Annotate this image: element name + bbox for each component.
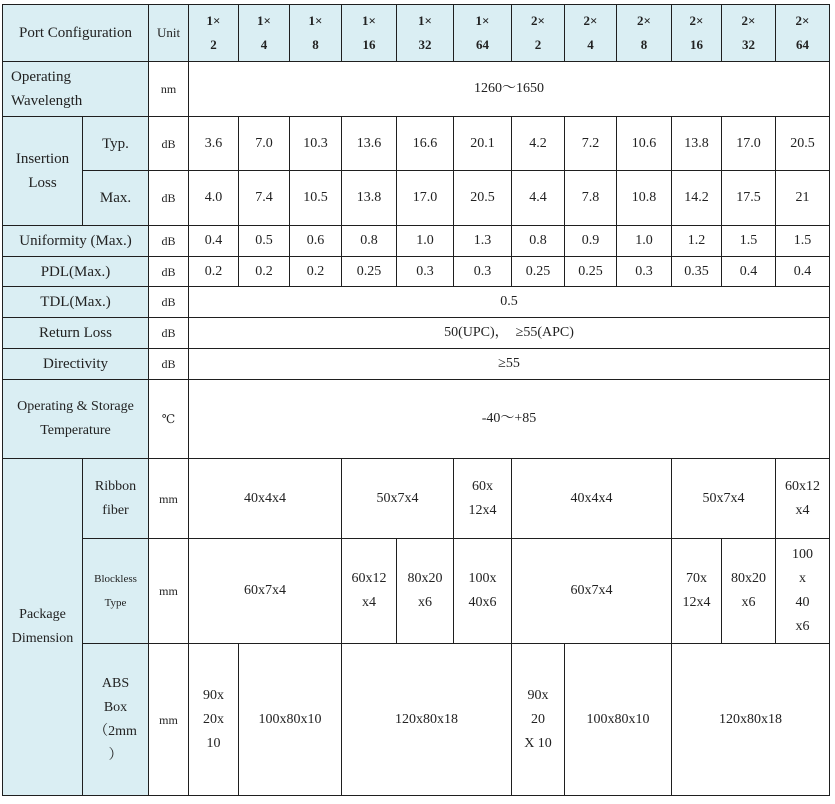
value-cell: 0.3 [397, 257, 454, 287]
value-cell: 0.25 [512, 257, 565, 287]
value-cell: 100x 40x6 [454, 539, 512, 644]
value-cell: 0.25 [565, 257, 617, 287]
value-cell: 0.2 [189, 257, 239, 287]
value-cell: 0.4 [722, 257, 776, 287]
port-header: 1× 16 [342, 5, 397, 62]
tdl-row [3, 287, 830, 318]
value-cell: 1.2 [672, 226, 722, 257]
package-abs-row [3, 644, 830, 796]
value-cell: 13.6 [342, 117, 397, 171]
value-cell: 0.9 [565, 226, 617, 257]
value-cell: 10.3 [290, 117, 342, 171]
port-configuration-header: Port Configuration [3, 5, 149, 62]
value-cell: 7.0 [239, 117, 290, 171]
value-cell: 10.5 [290, 171, 342, 226]
value-cell: 7.2 [565, 117, 617, 171]
operating-wavelength-row [3, 62, 830, 117]
port-header: 2× 16 [672, 5, 722, 62]
sub-label: Typ. [83, 117, 149, 171]
value-cell: 60x7x4 [189, 539, 342, 644]
value-cell: 50x7x4 [342, 459, 454, 539]
value-cell: 3.6 [189, 117, 239, 171]
value-cell: 0.8 [512, 226, 565, 257]
port-header: 1× 32 [397, 5, 454, 62]
value-cell: 0.3 [617, 257, 672, 287]
uniformity-row [3, 226, 830, 257]
value-cell: -40～+85 [189, 380, 830, 459]
row-label: Package Dimension [3, 459, 83, 796]
value-cell: 60x7x4 [512, 539, 672, 644]
value-cell: 4.2 [512, 117, 565, 171]
value-cell: 100x80x10 [565, 644, 672, 796]
value-cell: 21 [776, 171, 830, 226]
package-blockless-row [3, 539, 830, 644]
value-cell: 17.0 [722, 117, 776, 171]
value-cell: 20.5 [454, 171, 512, 226]
port-header: 1× 2 [189, 5, 239, 62]
value-cell: 4.4 [512, 171, 565, 226]
value-cell: 60x12 x4 [342, 539, 397, 644]
value-cell: 1.0 [397, 226, 454, 257]
value-cell: 4.0 [189, 171, 239, 226]
insertion-loss-typ-row [3, 117, 830, 171]
value-cell: 17.0 [397, 171, 454, 226]
port-header: 2× 2 [512, 5, 565, 62]
value-cell: 40x4x4 [189, 459, 342, 539]
sub-label: Ribbon fiber [83, 459, 149, 539]
port-header: 2× 4 [565, 5, 617, 62]
value-cell: 80x20 x6 [397, 539, 454, 644]
value-cell: 0.2 [290, 257, 342, 287]
value-cell: 100 x 40 x6 [776, 539, 830, 644]
unit-header: Unit [149, 5, 189, 62]
unit-cell: dB [149, 226, 189, 257]
header-row [3, 5, 830, 62]
value-cell: 1.0 [617, 226, 672, 257]
value-cell: 0.4 [776, 257, 830, 287]
value-cell: 90x 20x 10 [189, 644, 239, 796]
value-cell: 13.8 [342, 171, 397, 226]
value-cell: 100x80x10 [239, 644, 342, 796]
return-loss-row [3, 318, 830, 349]
value-cell: 17.5 [722, 171, 776, 226]
row-label: Operating Wavelength [3, 62, 149, 117]
value-cell: 1260～1650 [189, 62, 830, 117]
value-cell: 20.1 [454, 117, 512, 171]
value-cell: 16.6 [397, 117, 454, 171]
sub-label: Max. [83, 171, 149, 226]
value-cell: 0.5 [189, 287, 830, 318]
unit-cell: ℃ [149, 380, 189, 459]
unit-cell: dB [149, 287, 189, 318]
unit-cell: mm [149, 644, 189, 796]
value-cell: 14.2 [672, 171, 722, 226]
spec-table [2, 4, 830, 796]
port-header: 1× 4 [239, 5, 290, 62]
value-cell: 0.2 [239, 257, 290, 287]
row-label: PDL(Max.) [3, 257, 149, 287]
unit-cell: mm [149, 539, 189, 644]
row-label: Return Loss [3, 318, 149, 349]
unit-cell: dB [149, 349, 189, 380]
value-cell: 50x7x4 [672, 459, 776, 539]
value-cell: 7.4 [239, 171, 290, 226]
value-cell: 0.3 [454, 257, 512, 287]
sub-label: ABS Box （2mm ） [83, 644, 149, 796]
value-cell: 0.4 [189, 226, 239, 257]
value-cell: 120x80x18 [672, 644, 830, 796]
unit-cell: dB [149, 117, 189, 171]
value-cell: 0.35 [672, 257, 722, 287]
row-label: Insertion Loss [3, 117, 83, 226]
port-header: 2× 8 [617, 5, 672, 62]
value-cell: 90x 20 X 10 [512, 644, 565, 796]
row-label: TDL(Max.) [3, 287, 149, 318]
port-header: 1× 64 [454, 5, 512, 62]
value-cell: 70x 12x4 [672, 539, 722, 644]
value-cell: 1.5 [722, 226, 776, 257]
unit-cell: mm [149, 459, 189, 539]
value-cell: 0.5 [239, 226, 290, 257]
port-header: 2× 64 [776, 5, 830, 62]
row-label: Operating & Storage Temperature [3, 380, 149, 459]
port-header: 2× 32 [722, 5, 776, 62]
value-cell: 1.5 [776, 226, 830, 257]
value-cell: 60x12 x4 [776, 459, 830, 539]
row-label: Directivity [3, 349, 149, 380]
value-cell: 120x80x18 [342, 644, 512, 796]
sub-label: Blockless Type [83, 539, 149, 644]
value-cell: 50(UPC)， ≥55(APC) [189, 318, 830, 349]
value-cell: 10.8 [617, 171, 672, 226]
value-cell: 13.8 [672, 117, 722, 171]
value-cell: 20.5 [776, 117, 830, 171]
insertion-loss-max-row [3, 171, 830, 226]
directivity-row [3, 349, 830, 380]
value-cell: 60x 12x4 [454, 459, 512, 539]
unit-cell: nm [149, 62, 189, 117]
temperature-row [3, 380, 830, 459]
value-cell: 0.25 [342, 257, 397, 287]
value-cell: 0.6 [290, 226, 342, 257]
unit-cell: dB [149, 318, 189, 349]
value-cell: 80x20 x6 [722, 539, 776, 644]
value-cell: 7.8 [565, 171, 617, 226]
port-header: 1× 8 [290, 5, 342, 62]
value-cell: 0.8 [342, 226, 397, 257]
row-label: Uniformity (Max.) [3, 226, 149, 257]
value-cell: 40x4x4 [512, 459, 672, 539]
unit-cell: dB [149, 257, 189, 287]
value-cell: ≥55 [189, 349, 830, 380]
unit-cell: dB [149, 171, 189, 226]
package-ribbon-row [3, 459, 830, 539]
value-cell: 10.6 [617, 117, 672, 171]
value-cell: 1.3 [454, 226, 512, 257]
pdl-row [3, 257, 830, 287]
